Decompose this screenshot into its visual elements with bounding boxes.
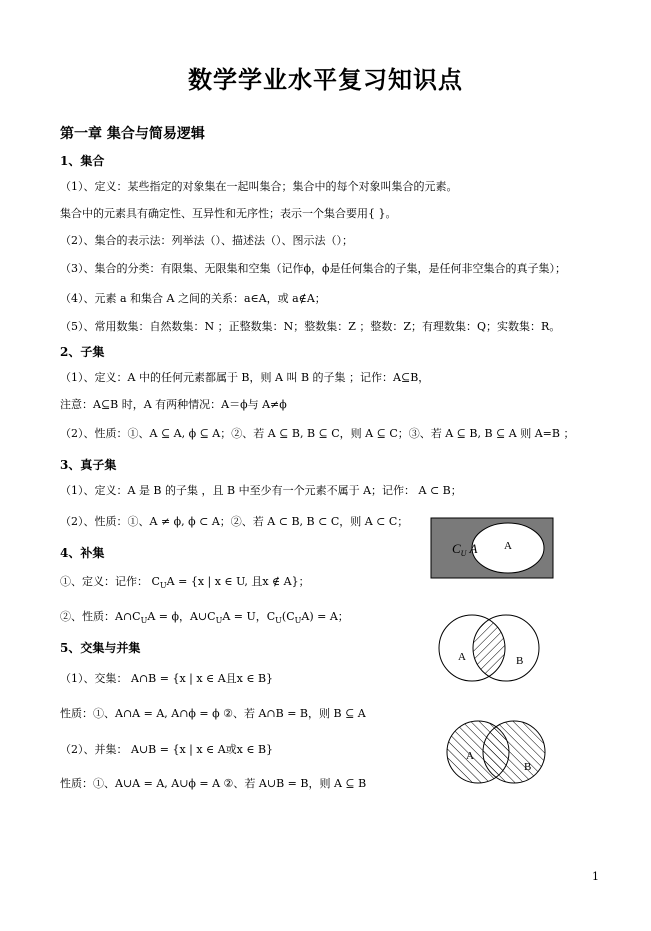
section-heading-sets: 1、集合 [60,154,105,168]
text-line: （2）、集合的表示法：列举法（）、描述法（）、图示法（）； [60,234,353,247]
section-heading-intersection-union: 5、交集与并集 [60,641,141,655]
text-line: （2）、性质：①、A ⊆ A, ϕ ⊆ A；②、若 A ⊆ B, B ⊆ C，则 A ⊆ C；③、若 A ⊆ B, B ⊆ A 则 A=B ； [60,427,575,440]
text-line: （2）、并集： A∪B = {x | x ∈ A或x ∈ B} [60,743,274,756]
text-line: （3）、集合的分类：有限集、无限集和空集（记作ϕ，ϕ是任何集合的子集，是任何非空集合的真子集）； [60,262,566,275]
section-heading-proper-subset: 3、真子集 [60,458,117,472]
complement-definition: ①、定义：记作： $C_UA = \{x$ | x ∈ U, 且x ∉ A}； [60,575,310,591]
page-title: 数学学业水平复习知识点 [188,65,463,94]
complement-properties: ②、性质：$A\cap C_UA = \phi$，$A\cup C_UA = U$，$C_U(C_UA) = A$； [60,610,349,626]
text-line: （5）、常用数集：自然数集：N ；正整数集：N；整数集：Z ；整数：Z；有理数集：Q；实数集：R。 [60,320,561,333]
set-b-label: B [516,655,524,667]
set-a-label: A [466,750,474,762]
text-line: （2）、性质：①、A ≠ ϕ, ϕ ⊂ A；②、若 A ⊂ B, B ⊂ C，则 A ⊂ C； [60,515,409,528]
text-line: 注意：A⊆B 时，A 有两种情况：A＝ϕ与 A≠ϕ [60,398,287,411]
union-venn-diagram [444,712,550,792]
text-line: （1）、定义：A 是 B 的子集 ，且 B 中至少有一个元素不属于 A；记作： A ⊂ B； [60,484,462,497]
text-line: （1）、交集： A∩B = {x | x ∈ A且x ∈ B} [60,672,274,685]
chapter-heading: 第一章 集合与简易逻辑 [60,126,205,142]
text-line: （1）、定义：A 中的任何元素都属于 B，则 A 叫 B 的子集 ；记作：A⊆B， [60,371,430,384]
set-b-label: B [524,761,532,773]
set-a-label: A [458,651,466,663]
complement-label: $C_U$ A [452,541,478,558]
section-heading-subset: 2、子集 [60,345,105,359]
text-line: 集合中的元素具有确定性、互异性和无序性；表示一个集合要用{ }。 [60,207,397,220]
section-heading-complement: 4、补集 [60,546,105,560]
text-line: 性质：①、A∩A = A, A∩ϕ = ϕ ②、若 A∩B = B，则 B ⊆ A [60,707,366,720]
set-a-label: A [504,540,512,552]
text-line: （4）、元素 a 和集合 A 之间的关系：a∈A，或 a∉A； [60,292,326,305]
complement-venn-diagram [430,517,554,579]
text-line: （1）、定义：某些指定的对象集在一起叫集合；集合中的每个对象叫集合的元素。 [60,180,458,193]
page-number: 1 [592,870,599,883]
intersection-venn-diagram [436,612,544,684]
text-line: 性质：①、A∪A = A, A∪ϕ = A ②、若 A∪B = B，则 A ⊆ B [60,777,367,790]
